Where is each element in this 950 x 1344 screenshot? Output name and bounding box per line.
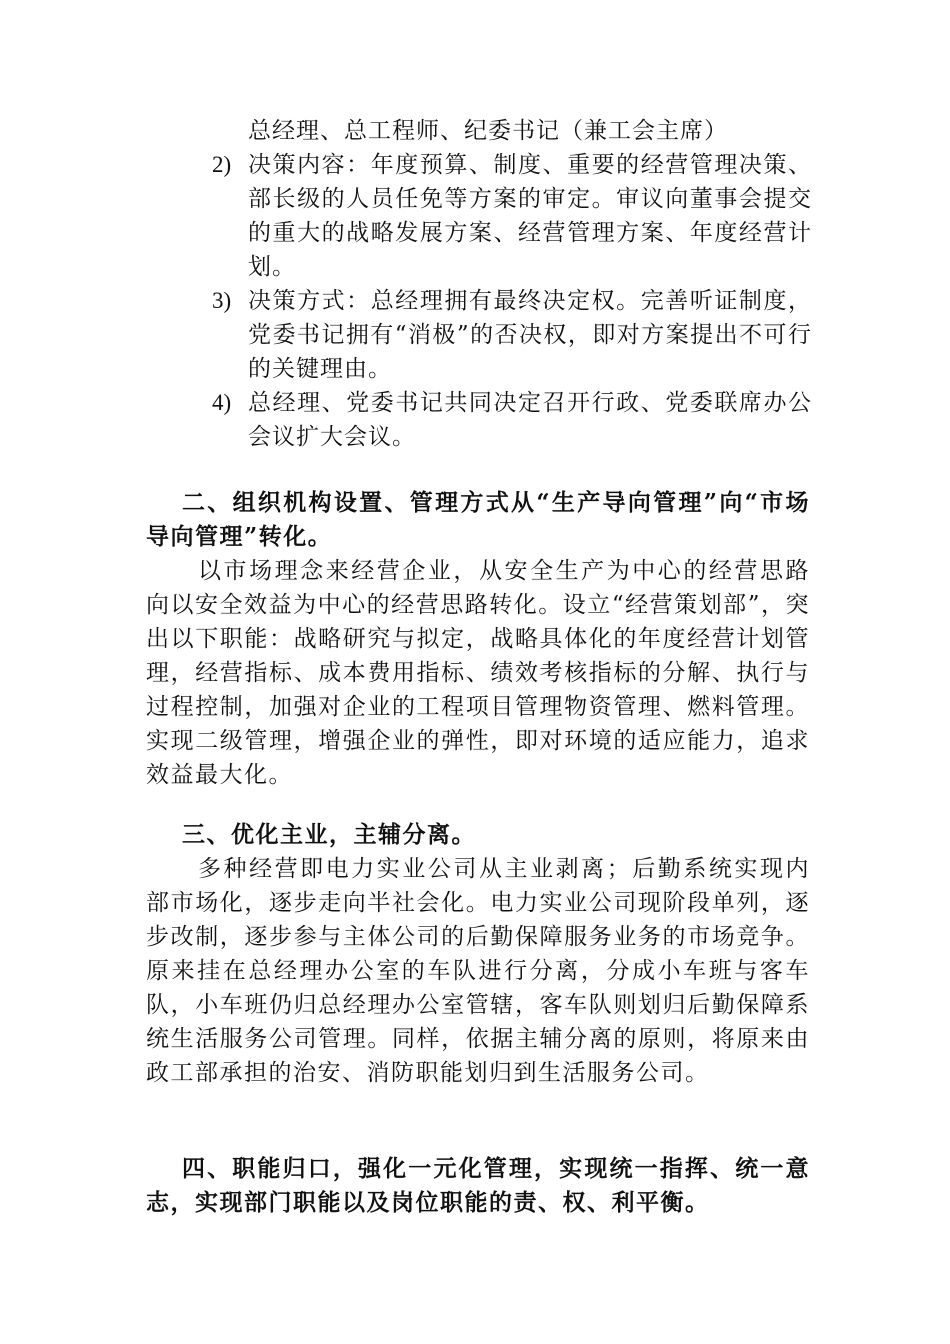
section-heading: 三、优化主业，主辅分离。 bbox=[182, 821, 476, 848]
section-three bbox=[146, 818, 810, 1090]
section-four bbox=[146, 1152, 810, 1220]
list-item-text: 决策方式：总经理拥有最终决定权。完善听证制度，党委书记拥有“消极”的否决权，即对方案提出不可行的关键理由。 bbox=[248, 288, 812, 382]
list-continuation-text: 总经理、总工程师、纪委书记（兼工会主席） bbox=[248, 118, 728, 144]
list-item-number: 2) bbox=[212, 152, 232, 177]
section-paragraph: 以市场理念来经营企业，从安全生产为中心的经营思路向以安全效益为中心的经营思路转化。设立“经营策划部”，突出以下职能：战略研究与拟定，战略具体化的年度经营计划管理，经营指标、成本费用指标、绩效考核指标的分解、执行与过程控制，加强对企业的工程项目管理物资管理、燃料管理。实现二级管理，增强企业的弹性，即对环境的适应能力，追求效益最大化。 bbox=[146, 558, 810, 788]
section-heading: 二、组织机构设置、管理方式从“生产导向管理”向“市场导向管理”转化。 bbox=[146, 489, 810, 550]
decision-list bbox=[212, 114, 812, 454]
list-item-number: 3) bbox=[212, 288, 232, 313]
list-item-number: 4) bbox=[212, 390, 232, 415]
list-item bbox=[212, 386, 812, 454]
list-item-text: 决策内容：年度预算、制度、重要的经营管理决策、部长级的人员任免等方案的审定。审议向董事会提交的重大的战略发展方案、经营管理方案、年度经营计划。 bbox=[248, 152, 812, 280]
section-paragraph: 多种经营即电力实业公司从主业剥离；后勤系统实现内部市场化，逐步走向半社会化。电力实业公司现阶段单列，逐步改制，逐步参与主体公司的后勤保障服务业务的市场竞争。原来挂在总经理办公室的车队进行分离，分成小车班与客车队，小车班仍归总经理办公室管辖，客车队则划归后勤保障系统生活服务公司管理。同样，依据主辅分离的原则，将原来由政工部承担的治安、消防职能划归到生活服务公司。 bbox=[146, 856, 810, 1086]
section-two bbox=[146, 486, 810, 792]
list-item-text: 总经理、党委书记共同决定召开行政、党委联席办公会议扩大会议。 bbox=[248, 390, 812, 450]
section-heading: 四、职能归口，强化一元化管理，实现统一指挥、统一意志，实现部门职能以及岗位职能的责、权、利平衡。 bbox=[146, 1155, 810, 1216]
list-item bbox=[212, 284, 812, 386]
list-item bbox=[212, 148, 812, 284]
